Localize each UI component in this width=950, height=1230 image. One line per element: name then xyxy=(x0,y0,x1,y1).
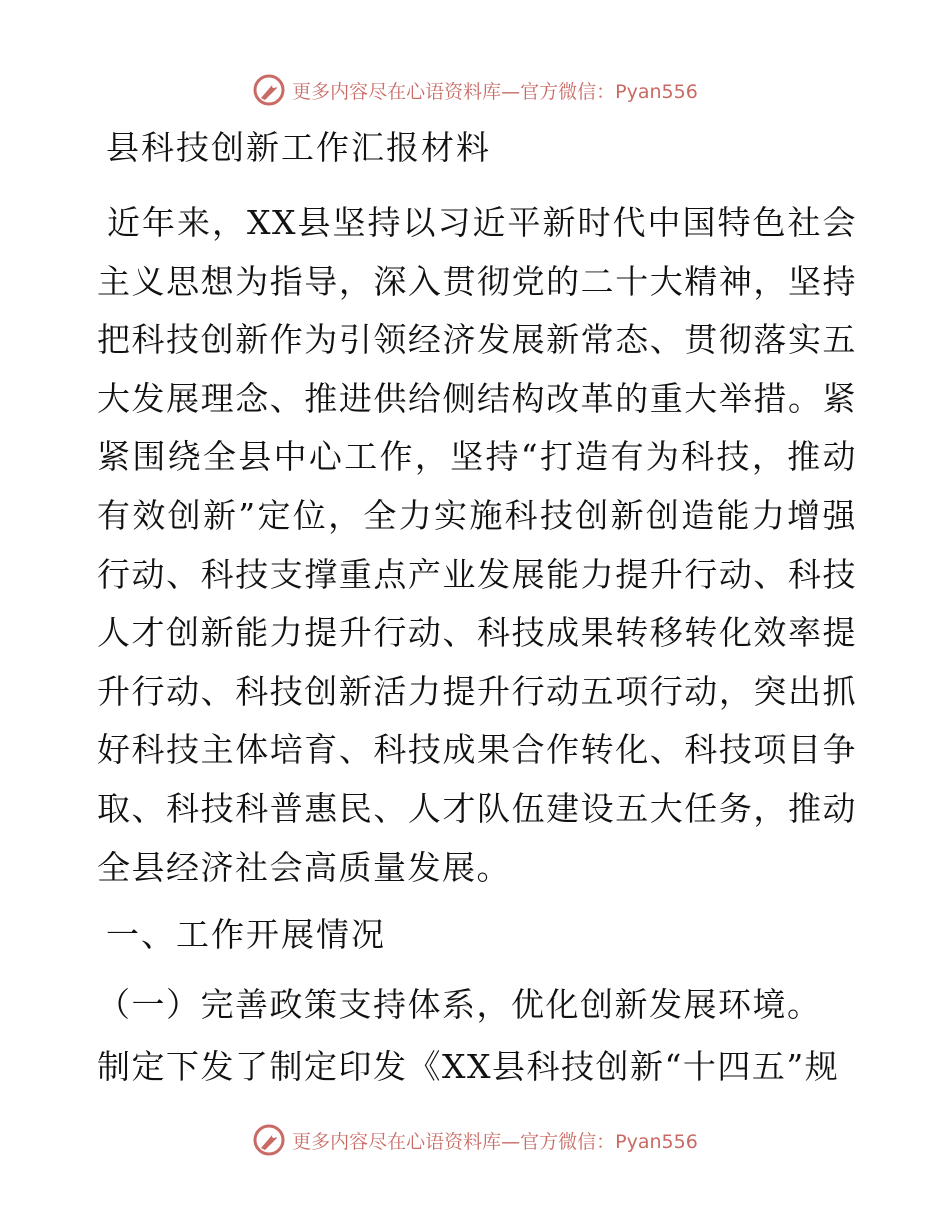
watermark-text: 更多内容尽在心语资料库—官方微信：Pyan556 xyxy=(292,80,698,103)
watermark-header xyxy=(0,70,950,110)
section-heading: 一、工作开展情况 xyxy=(106,915,386,954)
watermark-text: 更多内容尽在心语资料库—官方微信：Pyan556 xyxy=(292,1130,698,1153)
subsection-paragraph: 制定下发了制定印发《XX县科技创新“十四五”规 xyxy=(97,1047,840,1086)
watermark-footer xyxy=(0,1120,950,1160)
intro-paragraph: 近年来，XX县坚持以习近平新时代中国特色社会主义思想为指导，深入贯彻党的二十大精神，坚持把科技创新作为引领经济发展新常态、贯彻落实五大发展理念、推进供给侧结构改革的重大举措。紧紧围绕全县中心工作，坚持“打造有为科技，推动有效创新”定位，全力实施科技创新创造能力增强行动、科技支撑重点产业发展能力提升行动、科技人才创新能力提升行动、科技成果转移转化效率提升行动、科技创新活力提升行动五项行动，突出抓好科技主体培育、科技成果合作转化、科技项目争取、科技科普惠民、人才队伍建设五大任务，推动全县经济社会高质量发展。 xyxy=(97,203,857,887)
pen-nib-logo-icon xyxy=(252,1123,286,1157)
pen-nib-logo-icon xyxy=(252,73,286,107)
document-title: 县科技创新工作汇报材料 xyxy=(106,128,491,167)
subsection-heading: （一）完善政策支持体系，优化创新发展环境。 xyxy=(97,985,822,1024)
